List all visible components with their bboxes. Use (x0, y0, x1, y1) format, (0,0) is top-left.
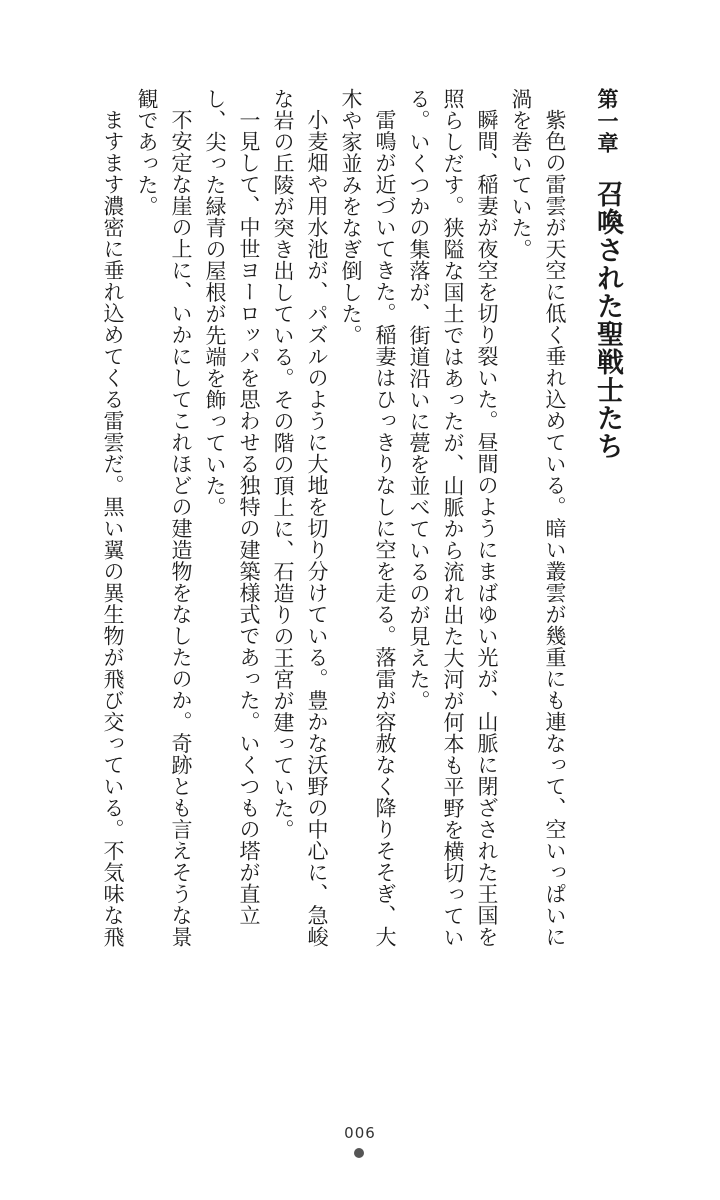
page-footer (0, 1124, 720, 1142)
chapter-heading (572, 88, 624, 968)
vertical-text-block (96, 88, 624, 968)
paragraph: 一見して、中世ヨーロッパを思わせる独特の建築様式であった。いくつもの塔が直立し、尖った緑青の屋根が先端を飾っていた。 (203, 88, 261, 926)
paragraph: 紫色の雷雲が天空に低く垂れ込めている。暗い叢雲が幾重にも連なって、空いっぱいに渦を巻いていた。 (509, 88, 567, 948)
page-number: 006 (344, 1124, 376, 1142)
paragraph: ますます濃密に垂れ込めてくる雷雲だ。黒い翼の異生物が飛び交っている。不気味な飛 (101, 109, 125, 948)
chapter-title: 召喚された聖戦士たち (592, 180, 623, 460)
paragraph: 瞬間、稲妻が夜空を切り裂いた。昼間のようにまばゆい光が、山脈に閉ざされた王国を照らしだす。狭隘な国土ではあったが、山脈から流れ出た大河が何本も平野を横切っている。いくつかの集落が、街道沿いに甍を並べているのが見えた。 (407, 88, 499, 948)
paragraph: 雷鳴が近づいてきた。稲妻はひっきりなしに空を走る。落雷が容赦なく降りそそぎ、大木や家並みをなぎ倒した。 (339, 88, 397, 948)
page-marker-dot-icon (354, 1148, 364, 1158)
chapter-number: 第一章 (595, 88, 620, 154)
paragraph: 不安定な崖の上に、いかにしてこれほどの建造物をなしたのか。奇跡とも言えそうな景観であった。 (135, 88, 193, 948)
paragraph: 小麦畑や用水池が、パズルのように大地を切り分けている。豊かな沃野の中心に、急峻な岩の丘陵が突き出している。その階の頂上に、石造りの王宮が建っていた。 (271, 88, 329, 948)
